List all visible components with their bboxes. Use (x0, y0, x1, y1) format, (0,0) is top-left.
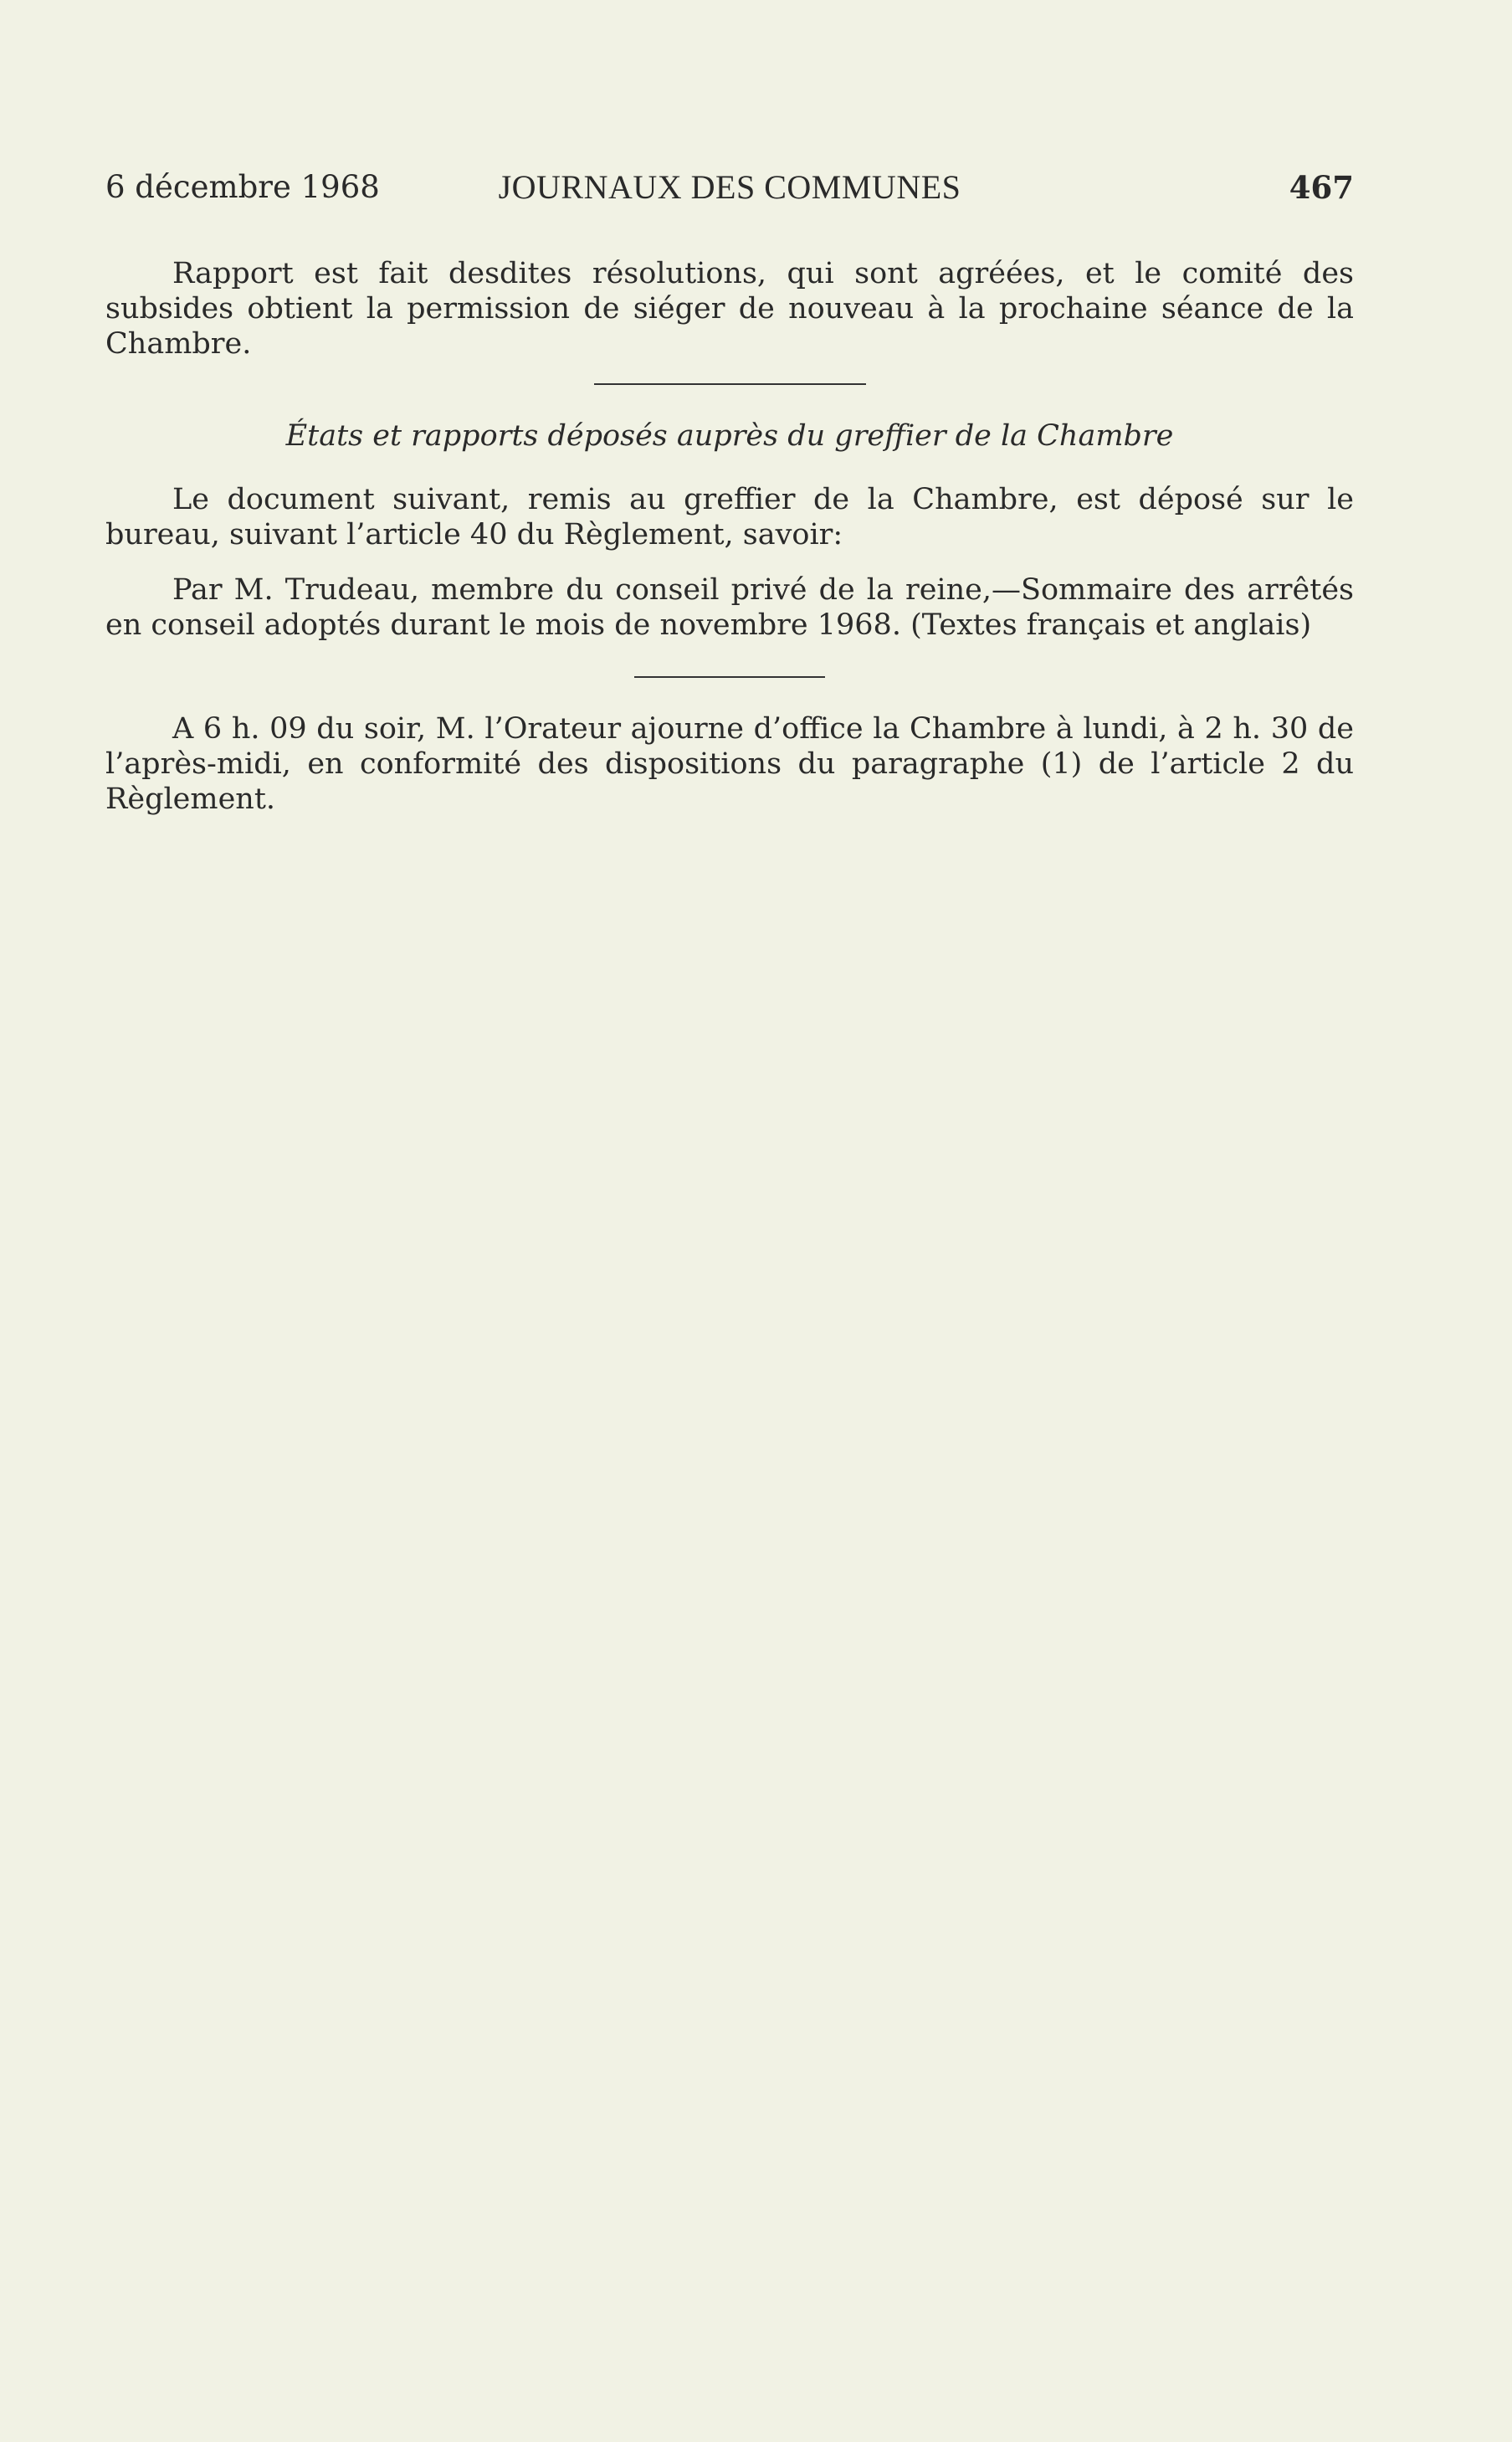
running-header (105, 164, 1354, 211)
section-divider (594, 383, 866, 385)
paragraph-gap (105, 552, 1354, 572)
section-divider-short (634, 676, 825, 678)
header-date: 6 décembre 1968 (105, 169, 380, 205)
section-heading: États et rapports déposés auprès du greffier de la Chambre (285, 419, 1174, 453)
paragraph-document-tabled: Le document suivant, remis au greffier de la Chambre, est déposé sur le bureau, suivant l’article 40 du Règlement, savoir: (105, 483, 1354, 552)
header-title: JOURNAUX DES COMMUNES (498, 168, 961, 206)
page-number: 467 (1289, 169, 1354, 206)
document-body (105, 256, 1354, 817)
paragraph-report: Rapport est fait desdites résolutions, qui sont agréées, et le comité des subsides obtient la permission de siéger de nouveau à la prochaine séance de la Chambre. (105, 257, 1354, 361)
paragraph-adjournment: A 6 h. 09 du soir, M. l’Orateur ajourne d’office la Chambre à lundi, à 2 h. 30 de l’après-midi, en conformité des dispositions du paragraphe (1) de l’article 2 du Règlement. (105, 712, 1354, 816)
paragraph-trudeau: Par M. Trudeau, membre du conseil privé de la reine,—Sommaire des arrêtés en conseil adoptés durant le mois de novembre 1968. (Textes français et anglais) (105, 573, 1354, 642)
